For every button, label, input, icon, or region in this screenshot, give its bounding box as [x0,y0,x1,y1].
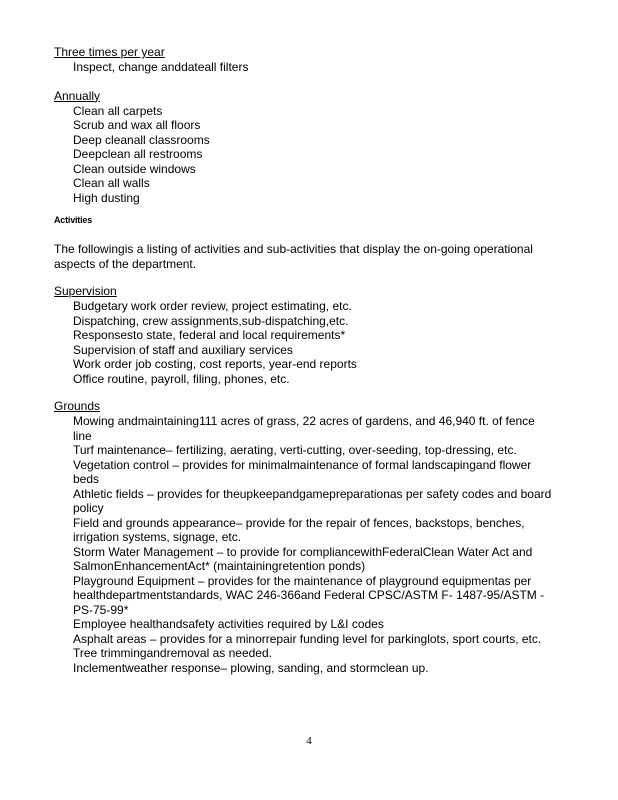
document-page [54,45,554,675]
list-item-text: Work order job costing, cost reports, year-end reports [73,357,357,371]
three-times-heading: Three times per year [54,45,165,59]
list-item [54,191,554,206]
list-item [54,632,554,647]
list-item [54,133,554,148]
list-item-text: Vegetation control – provides for minimalmaintenance of formal landscapingand flower beds [73,457,532,486]
list-item [54,118,554,133]
list-item [54,414,554,443]
list-item [54,299,554,314]
list-item [54,574,554,618]
annually-list [54,104,554,206]
list-item-text: Field and grounds appearance– provide for the repair of fences, backstops, benches, irrigation systems, signage, etc. [73,515,525,544]
list-item [54,617,554,632]
list-item-text: Inclementweather response– plowing, sanding, and stormclean up. [73,660,429,675]
list-item [54,487,554,516]
list-item [54,176,554,191]
list-item [54,328,554,343]
list-item-text: High dusting [73,190,140,205]
list-item [54,162,554,177]
list-item-text: Deepclean all restrooms [73,147,203,161]
list-item-text: Scrub and wax all floors [73,118,201,132]
list-item-text: Tree trimmingandremoval as needed. [73,646,272,660]
three-times-list [54,60,554,75]
list-item [54,516,554,545]
list-item [54,458,554,487]
list-item-text: Responsesto state, federal and local requirements* [73,328,346,342]
supervision-list [54,299,554,386]
list-item-text: Storm Water Management – to provide for compliancewithFederalClean Water Act and SalmonEnhancementAct* (maintainingretention ponds) [73,544,533,573]
list-item [54,443,554,458]
annually-section [54,89,554,206]
list-item [54,357,554,372]
list-item-text: Office routine, payroll, filing, phones, etc. [73,371,290,386]
list-item [54,545,554,574]
list-item-text: Budgetary work order review, project estimating, etc. [73,299,352,313]
list-item-text: Athletic fields – provides for theupkeepandgamepreparationas per safety codes and board policy [73,486,552,515]
list-item-text: Playground Equipment – provides for the maintenance of playground equipmentas per healthdepartmentstandards, WAC 246-366and Federal CPSC/ASTM F- 1487-95/ASTM - PS-75-99* [73,573,545,617]
list-item-text: Clean all carpets [73,103,163,118]
list-item [54,646,554,661]
list-item-text: Clean outside windows [73,161,196,176]
supervision-heading: Supervision [54,284,117,298]
list-item-text: Dispatching, crew assignments,sub-dispatching,etc. [73,313,349,328]
list-item-text: Asphalt areas – provides for a minorrepair funding level for parkinglots, sport courts, etc. [73,631,542,646]
list-item-text: Turf maintenance– fertilizing, aerating, verti-cutting, over-seeding, top-dressing, etc. [73,443,517,457]
activities-section [54,214,554,271]
list-item-text: Deep cleanall classrooms [73,132,210,147]
grounds-list [54,414,554,675]
list-item-text: Employee healthandsafety activities required by L&I codes [73,617,384,631]
three-times-section [54,45,554,75]
activities-paragraph: The followingis a listing of activities and sub-activities that display the on-going operational aspects of the department. [54,242,533,271]
list-item [54,661,554,676]
annually-heading: Annually [54,88,101,103]
list-item-text: Clean all walls [73,176,150,190]
supervision-section [54,284,554,386]
list-item [54,104,554,119]
grounds-section [54,399,554,675]
activities-heading: Activities [54,215,93,225]
list-item-text: Inspect, change anddateall filters [73,60,249,74]
list-item [54,372,554,387]
list-item [54,60,554,75]
list-item-text: Mowing andmaintaining111 acres of grass, 22 acres of gardens, and 46,940 ft. of fence line [73,414,535,443]
list-item [54,314,554,329]
list-item-text: Supervision of staff and auxiliary services [73,342,293,357]
list-item [54,343,554,358]
list-item [54,147,554,162]
page-number: 4 [306,735,312,747]
grounds-heading: Grounds [54,399,101,413]
